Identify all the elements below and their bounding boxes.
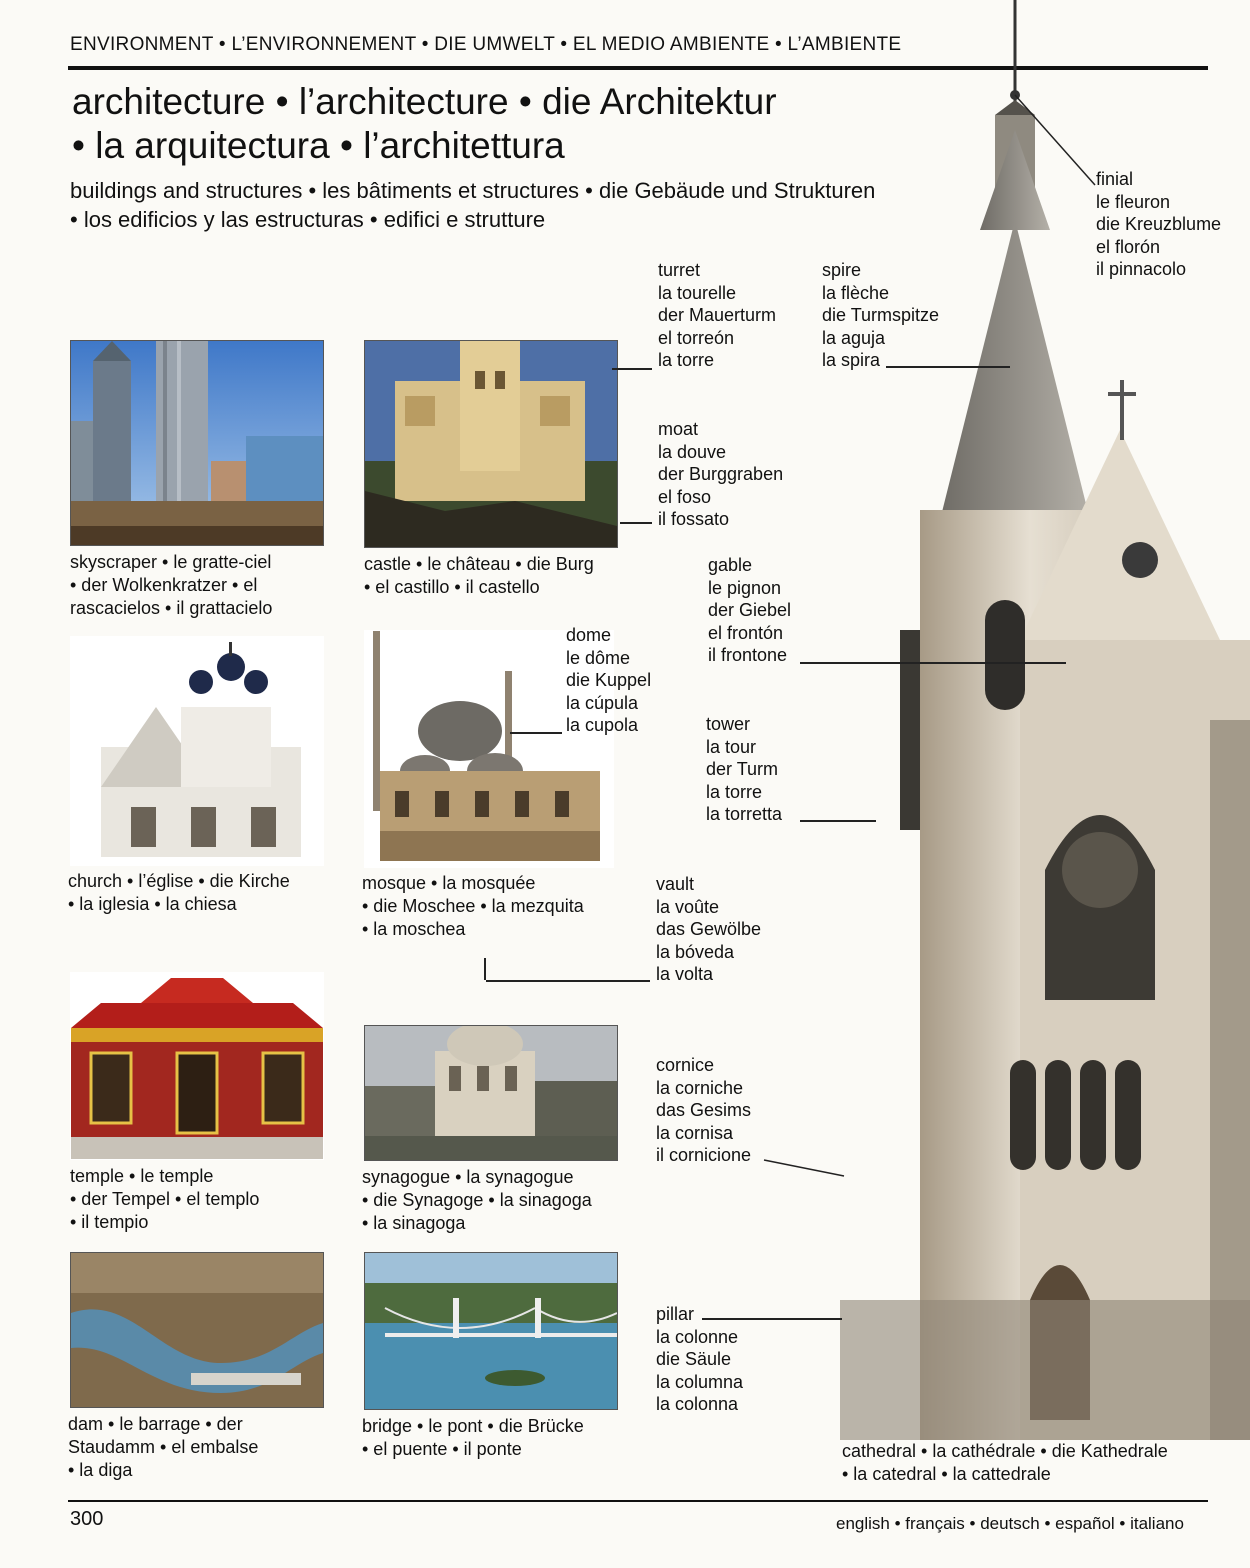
label-gable: gable le pignon der Giebel el frontón il frontone <box>708 555 792 665</box>
page-subtitle <box>70 176 875 234</box>
castle-caption: castle • le château • die Burg • el castillo • il castello <box>364 554 594 597</box>
church-image <box>70 636 324 866</box>
bridge-caption: bridge • le pont • die Brücke • el puente • il ponte <box>362 1416 584 1459</box>
moat-leader <box>620 522 652 524</box>
title-line-2: • la arquitectura • l’architettura <box>72 125 565 166</box>
section-header: ENVIRONMENT • L’ENVIRONNEMENT • DIE UMWELT • EL MEDIO AMBIENTE • L’AMBIENTE <box>70 34 902 55</box>
language-list: english • français • deutsch • español • italiano <box>836 1514 1184 1533</box>
page-number: 300 <box>70 1508 104 1530</box>
spire-leader <box>886 366 1010 368</box>
label-moat: moat la douve der Burggraben el foso il fossato <box>658 419 784 529</box>
label-vault: vault la voûte das Gewölbe la bóveda la volta <box>656 874 762 984</box>
skyscraper-image <box>70 340 324 546</box>
label-turret: turret la tourelle der Mauerturm el torreón la torre <box>658 260 777 370</box>
vault-leader <box>486 980 650 982</box>
vault-leader-tick <box>484 958 486 980</box>
label-dome: dome le dôme die Kuppel la cúpula la cupola <box>566 625 652 735</box>
cathedral-caption: cathedral • la cathédrale • die Kathedrale • la catedral • la cattedrale <box>842 1441 1168 1484</box>
dome-leader <box>510 732 562 734</box>
subtitle-line-1: buildings and structures • les bâtiments et structures • die Gebäude und Strukturen <box>70 178 876 203</box>
label-tower: tower la tour der Turm la torre la torretta <box>706 714 783 824</box>
label-pillar: pillar la colonne die Säule la columna la colonna <box>656 1304 744 1414</box>
title-line-1: architecture • l’architecture • die Architektur <box>72 81 777 122</box>
turret-leader <box>612 368 652 370</box>
label-spire: spire la flèche die Turmspitze la aguja la spira <box>822 260 940 370</box>
label-cornice: cornice la corniche das Gesims la cornisa il cornicione <box>656 1055 752 1165</box>
synagogue-caption: synagogue • la synagogue • die Synagoge • la sinagoga • la sinagoga <box>362 1167 592 1233</box>
synagogue-image <box>364 1025 618 1161</box>
page-title <box>72 80 777 168</box>
footer-rule <box>68 1500 1208 1502</box>
dam-caption: dam • le barrage • der Staudamm • el embalse • la diga <box>68 1414 259 1480</box>
temple-image <box>70 972 324 1160</box>
tower-leader <box>800 820 876 822</box>
pillar-leader <box>702 1318 842 1320</box>
skyscraper-caption: skyscraper • le gratte-ciel • der Wolkenkratzer • el rascacielos • il grattacielo <box>70 552 273 618</box>
gable-leader <box>800 662 1066 664</box>
dam-image <box>70 1252 324 1408</box>
subtitle-line-2: • los edificios y las estructuras • edifici e strutture <box>70 207 546 232</box>
cornice-leader <box>762 1158 846 1178</box>
finial-leader <box>1010 90 1100 190</box>
mosque-caption: mosque • la mosquée • die Moschee • la mezquita • la moschea <box>362 873 584 939</box>
temple-caption: temple • le temple • der Tempel • el templo • il tempio <box>70 1166 260 1232</box>
label-finial: finial le fleuron die Kreuzblume el florón il pinnacolo <box>1096 169 1222 279</box>
church-caption: church • l’église • die Kirche • la iglesia • la chiesa <box>68 871 290 914</box>
bridge-image <box>364 1252 618 1410</box>
castle-image <box>364 340 618 548</box>
